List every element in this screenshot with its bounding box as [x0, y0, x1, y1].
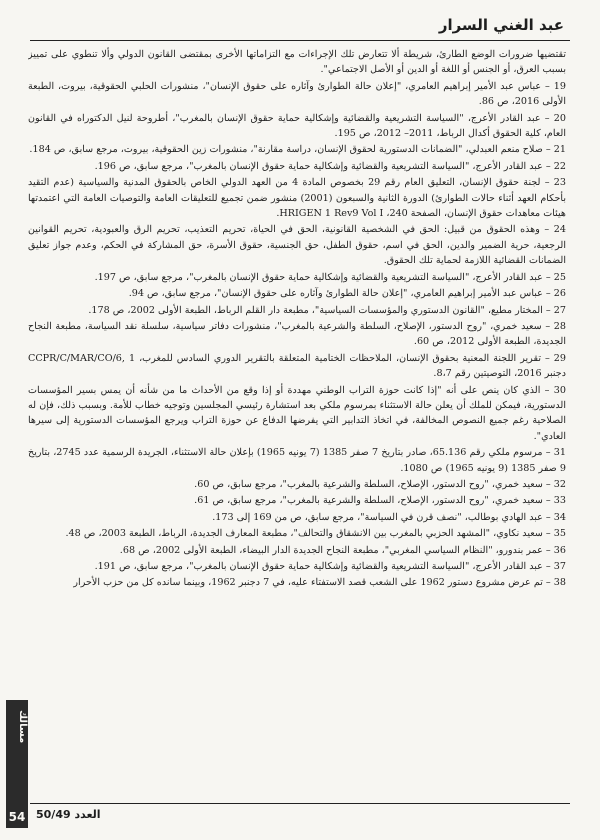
- footnote-20: 20 – عبد القادر الأعرج، "السياسة التشريعية والقضائية وإشكالية حماية حقوق الإنسان بالمغرب"، أطروحة لنيل الدكتوراه في القانون العام، كلية الحقوق أكدال الرباط، 2011– 2012، ص 195.: [28, 112, 566, 140]
- page-footer: [8, 803, 570, 826]
- issue-label: العدد 50/49: [36, 808, 101, 821]
- footnote-19: 19 – عباس عبد الأمير إبراهيم العامري، "إعلان حالة الطوارئ وآثاره على حقوق الإنسان"، منشورات الحلبي الحقوقية، بيروت، الطبعة الأولى 2016، ص 86.: [28, 80, 566, 108]
- footnote-21: 21 – صلاح منعم العبدلي، "الضمانات الدستورية لحقوق الإنسان، دراسة مقارنة"، منشورات زين الحقوقية، بيروت، مرجع سابق، ص 184.: [29, 144, 566, 156]
- footnote-29: 29 – تقرير اللجنة المعنية بحقوق الإنسان، الملاحظات الختامية المتعلقة بالتقرير الدوري السادس للمغرب، CCPR/C/MAR/CO/6, 1 دجنبر 2016، التوصيتين رقم 8،7.: [28, 352, 566, 380]
- footnote-35: 35 – سعيد نكاوي، "المشهد الحزبي بالمغرب بين الانشقاق والتحالف"، مطبعة المعارف الجديدة، الرباط، الطبعة 2003، ص 48.: [65, 528, 566, 540]
- footnote-37: 37 – عبد القادر الأعرج، "السياسة التشريعية والقضائية وإشكالية حماية حقوق الإنسان بالمغرب"، مرجع سابق، ص 191.: [94, 561, 566, 572]
- footnote-26: 26 – عباس عبد الأمير إبراهيم العامري، "إعلان حالة الطوارئ وآثاره على حقوق الإنسان"، مرجع سابق، ص 94.: [128, 288, 566, 300]
- footnote-25: 25 – عبد القادر الأعرج، "السياسة التشريعية والقضائية وإشكالية حماية حقوق الإنسان بالمغرب"، مرجع سابق، ص 197.: [94, 271, 566, 283]
- footnote-31: 31 – مرسوم ملكي رقم 65.136، صادر بتاريخ 7 صفر 1385 (7 يونيه 1965) بإعلان حالة الاستثناء، الجريدة الرسمية عدد 2745، بتاريخ 9 صفر 1385 (9 يونيه 1965) ص 1080.: [28, 447, 566, 474]
- footnote-23: 23 – لجنة حقوق الإنسان، التعليق العام رقم 29 بخصوص المادة 4 من العهد الدولي الخاص بالحقوق المدنية والسياسية (عدم التقيد بأحكام العهد أثناء حالات الطوارئ) الدورة الثانية والسبعون (2001) منشور ضمن تجميع للتعليقات العامة والتوصيات العامة التي اعتمدتها هيئات معاهدات حقوق الإنسان، الصفحة 240، HRIGEN 1 Rev9 Vol I.: [28, 177, 566, 220]
- footnote-34: 34 – عبد الهادي بوطالب، "نصف قرن في السياسة"، مرجع سابق، ص من 169 إلى 173.: [212, 511, 566, 523]
- footnote-32: 32 – سعيد خمري، "روح الدستور، الإصلاح، السلطة والشرعية بالمغرب"، مرجع سابق، ص 60.: [194, 478, 566, 490]
- running-head: [30, 14, 570, 41]
- footnote-continuation: تقتضيها ضرورات الوضع الطارئ، شريطة ألا تتعارض تلك الإجراءات مع التزاماتها الأخرى بمقتضى القانون الدولي وألا تنطوي على تمييز بسبب العرق، أو الجنس أو اللغة أو الدين أو الأصل الاجتماعي".: [28, 49, 566, 76]
- footnotes-block: [28, 46, 566, 770]
- footnote-30: 30 – الذي كان ينص على أنه "إذا كانت حوزة التراب الوطني مهددة أو إذا وقع من الأحداث ما من شأنه أن يمس بسير المؤسسات الدستورية، فيمكن للملك أن يعلن حالة الاستثناء بمرسوم ملكي بعد استشارة رئيسي المجلسين وتوجيه خطاب للأمة. وبسبب ذلك، فإن له الصلاحية رغم جميع النصوص المخالفة، في اتخاذ التدابير التي يفرضها الدفاع عن حوزة التراب ويرجع المؤسسات الدستورية إلى سيرها العادي".: [28, 384, 566, 442]
- journal-name: مسالك: [17, 710, 28, 744]
- footnote-36: 36 – عمر بندورو، "النظام السياسي المغربي"، مطبعة النجاح الجديدة الدار البيضاء، الطبعة الأولى 2002، ص 68.: [119, 544, 566, 556]
- footnote-24: 24 – وهذه الحقوق من قبيل: الحق في الشخصية القانونية، الحق في الحياة، تحريم التعذيب، تحريم الرق والعبودية، تحريم القوانين الرجعية، حرية الضمير والدين، الحق في اسم، حقوق الطفل، حق الجنسية، حقوق الأسرة، حق المشاركة في الحكم، وعدم جواز تعليق الضمانات القضائية اللازمة لحماية تلك الحقوق.: [28, 224, 566, 267]
- footnote-38: 38 – تم عرض مشروع دستور 1962 على الشعب قصد الاستفتاء عليه، في 7 دجنبر 1962، وبينما سانده كل من حزب الأحرار: [73, 577, 566, 589]
- page-number: 54: [6, 806, 28, 828]
- footnote-27: 27 – المختار مطيع، "القانون الدستوري والمؤسسات السياسية"، مطبعة دار القلم الرباط، الطبعة الأولى 2002، ص 178.: [88, 304, 566, 316]
- footnote-33: 33 – سعيد خمري، "روح الدستور، الإصلاح، السلطة والشرعية بالمغرب"، مرجع سابق، ص 61.: [194, 495, 566, 507]
- footnote-22: 22 – عبد القادر الأعرج، "السياسة التشريعية والقضائية وإشكالية حماية حقوق الإنسان بالمغرب"، مرجع سابق، ص 196.: [94, 160, 566, 172]
- footnote-28: 28 – سعيد خمري، "روح الدستور، الإصلاح، السلطة والشرعية بالمغرب"، منشورات دفاتر سياسية، سلسلة نقد السياسة، مطبعة النجاح الجديدة، الطبعة الأولى 2012، ص 60.: [28, 320, 566, 348]
- author-name: عبد الغني السرار: [438, 16, 564, 34]
